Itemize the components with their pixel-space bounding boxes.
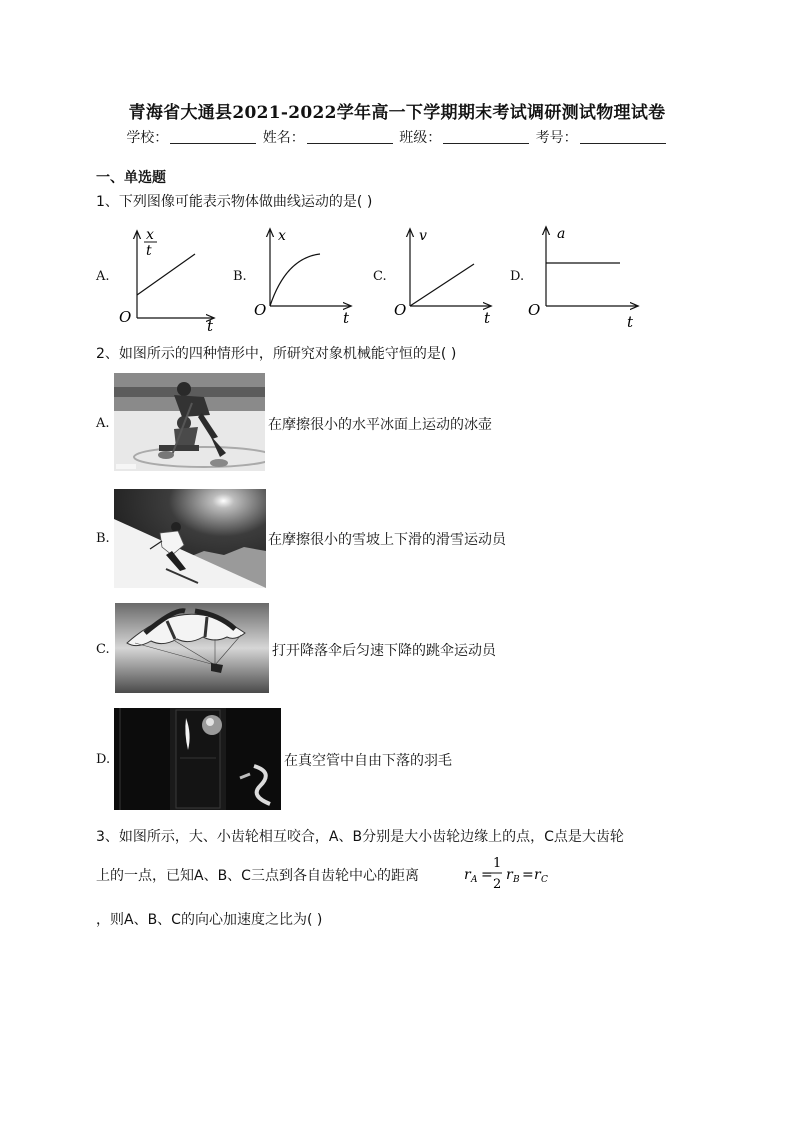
q2-option-a-letter: A. bbox=[96, 416, 110, 431]
question-2-stem: 2、如图所示的四种情形中，所研究对象机械能守恒的是( ) bbox=[96, 346, 457, 362]
q2-option-a-text: 在摩擦很小的水平冰面上运动的冰壶 bbox=[268, 417, 492, 433]
origin-label: O bbox=[528, 301, 541, 319]
parachute-photo bbox=[115, 603, 269, 693]
y-label: a bbox=[557, 226, 566, 242]
origin-label: O bbox=[119, 308, 132, 326]
vacuum-tube-photo bbox=[114, 708, 281, 810]
school-label: 学校： bbox=[126, 130, 169, 146]
svg-text:r: r bbox=[506, 867, 513, 883]
question-1-stem: 1、下列图像可能表示物体做曲线运动的是( ) bbox=[96, 194, 373, 210]
q1-graph-b bbox=[250, 222, 360, 334]
question-3-line-2: 上的一点，已知A、B、C三点到各自齿轮中心的距离 bbox=[96, 868, 419, 884]
q2-option-b-text: 在摩擦很小的雪坡上下滑的滑雪运动员 bbox=[268, 532, 506, 548]
svg-text:r: r bbox=[464, 867, 471, 883]
svg-text:2: 2 bbox=[493, 877, 502, 892]
curling-photo bbox=[114, 373, 265, 471]
svg-text:1: 1 bbox=[493, 856, 502, 871]
svg-text:r: r bbox=[534, 867, 541, 883]
question-3-line-1: 3、如图所示，大、小齿轮相互咬合，A、B分别是大小齿轮边缘上的点，C点是大齿轮 bbox=[96, 829, 624, 845]
q1-option-b-letter: B. bbox=[233, 269, 247, 284]
q2-option-d-text: 在真空管中自由下落的羽毛 bbox=[284, 753, 452, 769]
graph-line bbox=[137, 254, 195, 295]
class-blank[interactable] bbox=[443, 131, 529, 144]
y-label-top: x bbox=[146, 227, 154, 243]
section-heading: 一、单选题 bbox=[96, 170, 166, 186]
page-title: 青海省大通县2021-2022学年高一下学期期末考试调研测试物理试卷 bbox=[128, 103, 666, 123]
q1-graph-c bbox=[390, 222, 500, 334]
q1-option-d-letter: D. bbox=[510, 269, 525, 284]
svg-text:B: B bbox=[513, 875, 520, 885]
x-label: t bbox=[207, 317, 214, 334]
svg-text:A: A bbox=[471, 875, 478, 885]
origin-label: O bbox=[254, 301, 267, 319]
class-label: 班级： bbox=[399, 130, 442, 146]
name-label: 姓名： bbox=[262, 130, 305, 146]
exam-number-blank[interactable] bbox=[580, 131, 666, 144]
svg-text:=: = bbox=[522, 867, 534, 883]
exam-number-label: 考号： bbox=[535, 130, 578, 146]
skier-photo bbox=[114, 489, 266, 588]
q2-option-c-text: 打开降落伞后匀速下降的跳伞运动员 bbox=[272, 643, 496, 659]
y-label: v bbox=[419, 228, 427, 244]
x-label: t bbox=[627, 313, 634, 331]
q1-option-a-letter: A. bbox=[96, 269, 110, 284]
graph-curve bbox=[270, 254, 320, 306]
x-label: t bbox=[484, 309, 491, 327]
graph-line bbox=[410, 264, 474, 306]
q1-option-c-letter: C. bbox=[373, 269, 387, 284]
radius-relation-formula bbox=[462, 852, 554, 894]
q1-graph-a bbox=[113, 222, 223, 334]
origin-label: O bbox=[394, 301, 407, 319]
q1-graph-d bbox=[527, 222, 645, 334]
q2-option-d-letter: D. bbox=[96, 752, 111, 767]
q2-option-b-letter: B. bbox=[96, 531, 110, 546]
svg-text:=: = bbox=[481, 867, 493, 883]
student-info-line bbox=[0, 127, 794, 147]
q2-option-c-letter: C. bbox=[96, 642, 110, 657]
svg-text:C: C bbox=[541, 875, 548, 885]
school-blank[interactable] bbox=[170, 131, 256, 144]
x-label: t bbox=[343, 309, 350, 327]
name-blank[interactable] bbox=[307, 131, 393, 144]
y-label: x bbox=[278, 228, 286, 244]
y-label-bottom: t bbox=[146, 243, 152, 259]
question-3-line-3: ，则A、B、C的向心加速度之比为( ) bbox=[96, 912, 323, 928]
